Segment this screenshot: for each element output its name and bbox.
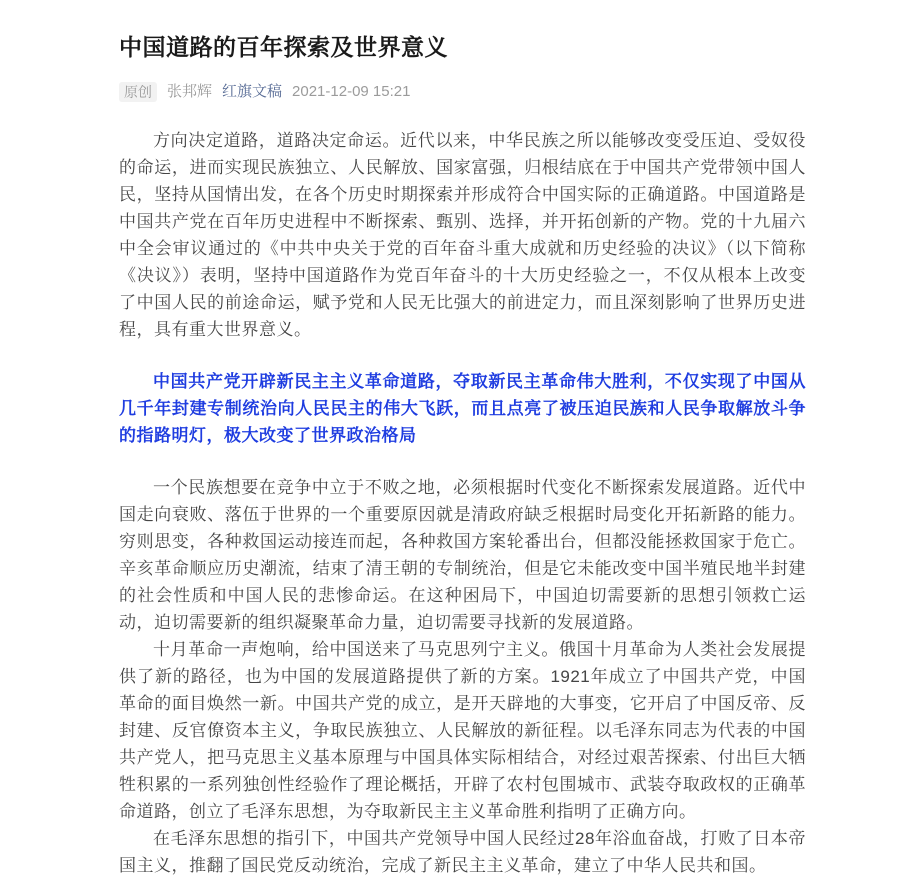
article-page: [119, 0, 806, 879]
paragraph-clipped: 在毛泽东思想的指引下，中国共产党领导中国人民经过28年浴血奋战，打败了日本帝国主义，推翻了国民党反动统治，完成了新民主主义革命，建立了中华人民共和国。: [119, 829, 806, 875]
author-name: 张邦辉: [167, 83, 213, 100]
paragraph: 方向决定道路，道路决定命运。近代以来，中华民族之所以能够改变受压迫、受奴役的命运，进而实现民族独立、人民解放、国家富强，归根结底在于中国共产党带领中国人民，坚持从国情出发，在各个历史时期探索并形成符合中国实际的正确道路。中国道路是中国共产党在百年历史进程中不断探索、甄别、选择，并开拓创新的产物。党的十九届六中全会审议通过的《中共中央关于党的百年奋斗重大成就和历史经验的决议》（以下简称《决议》）表明，坚持中国道路作为党百年奋斗的十大历史经验之一，不仅从根本上改变了中国人民的前途命运，赋予党和人民无比强大的前进定力，而且深刻影响了世界历史进程，具有重大世界意义。: [119, 131, 806, 339]
publish-datetime: 2021-12-09 15:21: [292, 83, 411, 100]
page-title: 中国道路的百年探索及世界意义: [119, 34, 448, 60]
paragraph: 十月革命一声炮响，给中国送来了马克思列宁主义。俄国十月革命为人类社会发展提供了新的路径，也为中国的发展道路提供了新的方案。1921年成立了中国共产党，中国革命的面目焕然一新。中国共产党的成立，是开天辟地的大事变，它开启了中国反帝、反封建、反官僚资本主义，争取民族独立、人民解放的新征程。以毛泽东同志为代表的中国共产党人，把马克思主义基本原理与中国具体实际相结合，对经过艰苦探索、付出巨大牺牲积累的一系列独创性经验作了理论概括，开辟了农村包围城市、武装夺取政权的正确革命道路，创立了毛泽东思想，为夺取新民主主义革命胜利指明了正确方向。: [119, 640, 806, 821]
paragraph: 一个民族想要在竞争中立于不败之地，必须根据时代变化不断探索发展道路。近代中国走向衰败、落伍于世界的一个重要原因就是清政府缺乏根据时局变化开拓新路的能力。穷则思变，各种救国运动接连而起，各种救国方案轮番出台，但都没能拯救国家于危亡。辛亥革命顺应历史潮流，结束了清王朝的专制统治，但是它未能改变中国半殖民地半封建的社会性质和中国人民的悲惨命运。在这种困局下，中国迫切需要新的思想引领救亡运动，迫切需要新的组织凝聚革命力量，迫切需要寻找新的发展道路。: [119, 478, 806, 632]
original-badge: 原创: [119, 82, 157, 102]
highlight-paragraph: 中国共产党开辟新民主主义革命道路，夺取新民主革命伟大胜利，不仅实现了中国从几千年封建专制统治向人民民主的伟大飞跃，而且点亮了被压迫民族和人民争取解放斗争的指路明灯，极大改变了世界政治格局: [119, 372, 806, 445]
article-meta: [119, 81, 806, 102]
article-content: [119, 127, 806, 879]
account-link[interactable]: 红旗文稿: [222, 83, 283, 100]
